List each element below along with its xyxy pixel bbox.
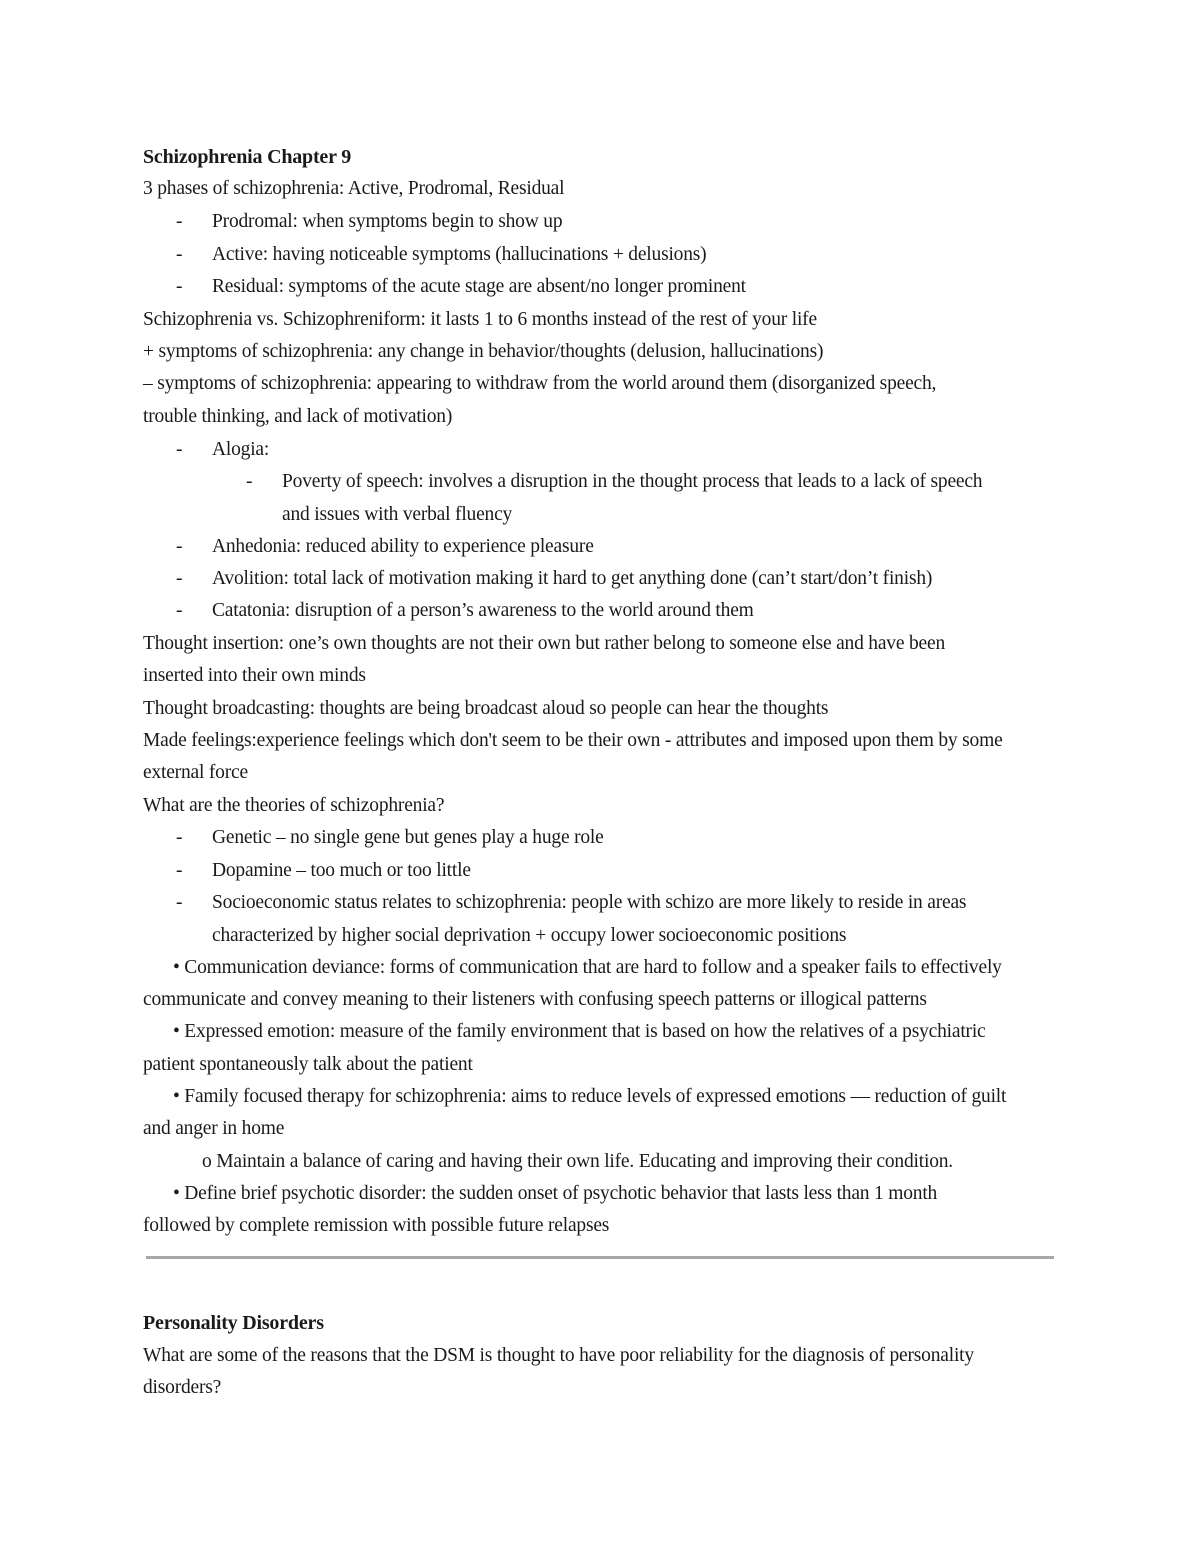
list-dash: -	[176, 276, 183, 297]
phase-active: Active: having noticeable symptoms (hallucinations + delusions)	[212, 244, 707, 265]
schizophreniform-line: Schizophrenia vs. Schizophreniform: it lasts 1 to 6 months instead of the rest of your life	[143, 309, 817, 330]
expressed-emotion-line-1: • Expressed emotion: measure of the family environment that is based on how the relatives of a psychiatric	[173, 1021, 986, 1042]
thought-insertion-line-1: Thought insertion: one’s own thoughts are not their own but rather belong to someone else and have been	[143, 633, 945, 654]
expressed-emotion-line-2: patient spontaneously talk about the patient	[143, 1054, 473, 1075]
list-dash: -	[176, 892, 183, 913]
family-therapy-line-1: • Family focused therapy for schizophrenia: aims to reduce levels of expressed emotions — reduction of guilt	[173, 1086, 1007, 1107]
poverty-speech-line-2: and issues with verbal fluency	[282, 504, 513, 525]
alogia-item: Alogia:	[212, 439, 270, 460]
brief-psychotic-line-1: • Define brief psychotic disorder: the sudden onset of psychotic behavior that lasts less than 1 month	[173, 1183, 938, 1204]
thought-broadcasting: Thought broadcasting: thoughts are being broadcast aloud so people can hear the thoughts	[143, 698, 829, 719]
thought-insertion-line-2: inserted into their own minds	[143, 665, 366, 686]
personality-heading: Personality Disorders	[143, 1312, 324, 1334]
personality-question-line-2: disorders?	[143, 1377, 222, 1398]
brief-psychotic-line-2: followed by complete remission with possible future relapses	[143, 1215, 610, 1236]
theories-question: What are the theories of schizophrenia?	[143, 795, 445, 816]
theory-ses-line-1: Socioeconomic status relates to schizophrenia: people with schizo are more likely to reside in areas	[212, 892, 967, 913]
list-dash: -	[176, 211, 183, 232]
list-dash: -	[176, 860, 183, 881]
anhedonia-item: Anhedonia: reduced ability to experience pleasure	[212, 536, 594, 557]
communication-deviance-line-2: communicate and convey meaning to their listeners with confusing speech patterns or illogical patterns	[143, 989, 927, 1010]
communication-deviance-line-1: • Communication deviance: forms of communication that are hard to follow and a speaker fails to effectively	[173, 957, 1002, 978]
theory-genetic: Genetic – no single gene but genes play a huge role	[212, 827, 604, 848]
theory-dopamine: Dopamine – too much or too little	[212, 860, 471, 881]
negative-symptoms-line-1: – symptoms of schizophrenia: appearing to withdraw from the world around them (disorganized speech,	[143, 373, 937, 394]
avolition-item: Avolition: total lack of motivation making it hard to get anything done (can’t start/don’t finish)	[212, 568, 933, 589]
theory-ses-line-2: characterized by higher social deprivation + occupy lower socioeconomic positions	[212, 925, 847, 946]
phase-residual: Residual: symptoms of the acute stage are absent/no longer prominent	[212, 276, 746, 297]
phases-intro: 3 phases of schizophrenia: Active, Prodromal, Residual	[143, 178, 565, 199]
made-feelings-line-1: Made feelings:experience feelings which don't seem to be their own - attributes and imposed upon them by some	[143, 730, 1003, 751]
made-feelings-line-2: external force	[143, 762, 248, 783]
list-dash: -	[246, 471, 253, 492]
schizophrenia-heading: Schizophrenia Chapter 9	[143, 146, 352, 168]
list-dash: -	[176, 536, 183, 557]
family-therapy-subpoint: o Maintain a balance of caring and having their own life. Educating and improving their condition.	[202, 1151, 953, 1172]
negative-symptoms-line-2: trouble thinking, and lack of motivation)	[143, 406, 453, 427]
positive-symptoms: + symptoms of schizophrenia: any change in behavior/thoughts (delusion, hallucinations)	[143, 341, 824, 362]
list-dash: -	[176, 568, 183, 589]
list-dash: -	[176, 244, 183, 265]
phase-prodromal: Prodromal: when symptoms begin to show up	[212, 211, 563, 232]
family-therapy-line-2: and anger in home	[143, 1118, 285, 1139]
section-divider	[146, 1256, 1054, 1259]
list-dash: -	[176, 827, 183, 848]
list-dash: -	[176, 439, 183, 460]
personality-question-line-1: What are some of the reasons that the DSM is thought to have poor reliability for the diagnosis of personality	[143, 1345, 974, 1366]
list-dash: -	[176, 600, 183, 621]
catatonia-item: Catatonia: disruption of a person’s awareness to the world around them	[212, 600, 754, 621]
poverty-speech-line-1: Poverty of speech: involves a disruption in the thought process that leads to a lack of speech	[282, 471, 983, 492]
